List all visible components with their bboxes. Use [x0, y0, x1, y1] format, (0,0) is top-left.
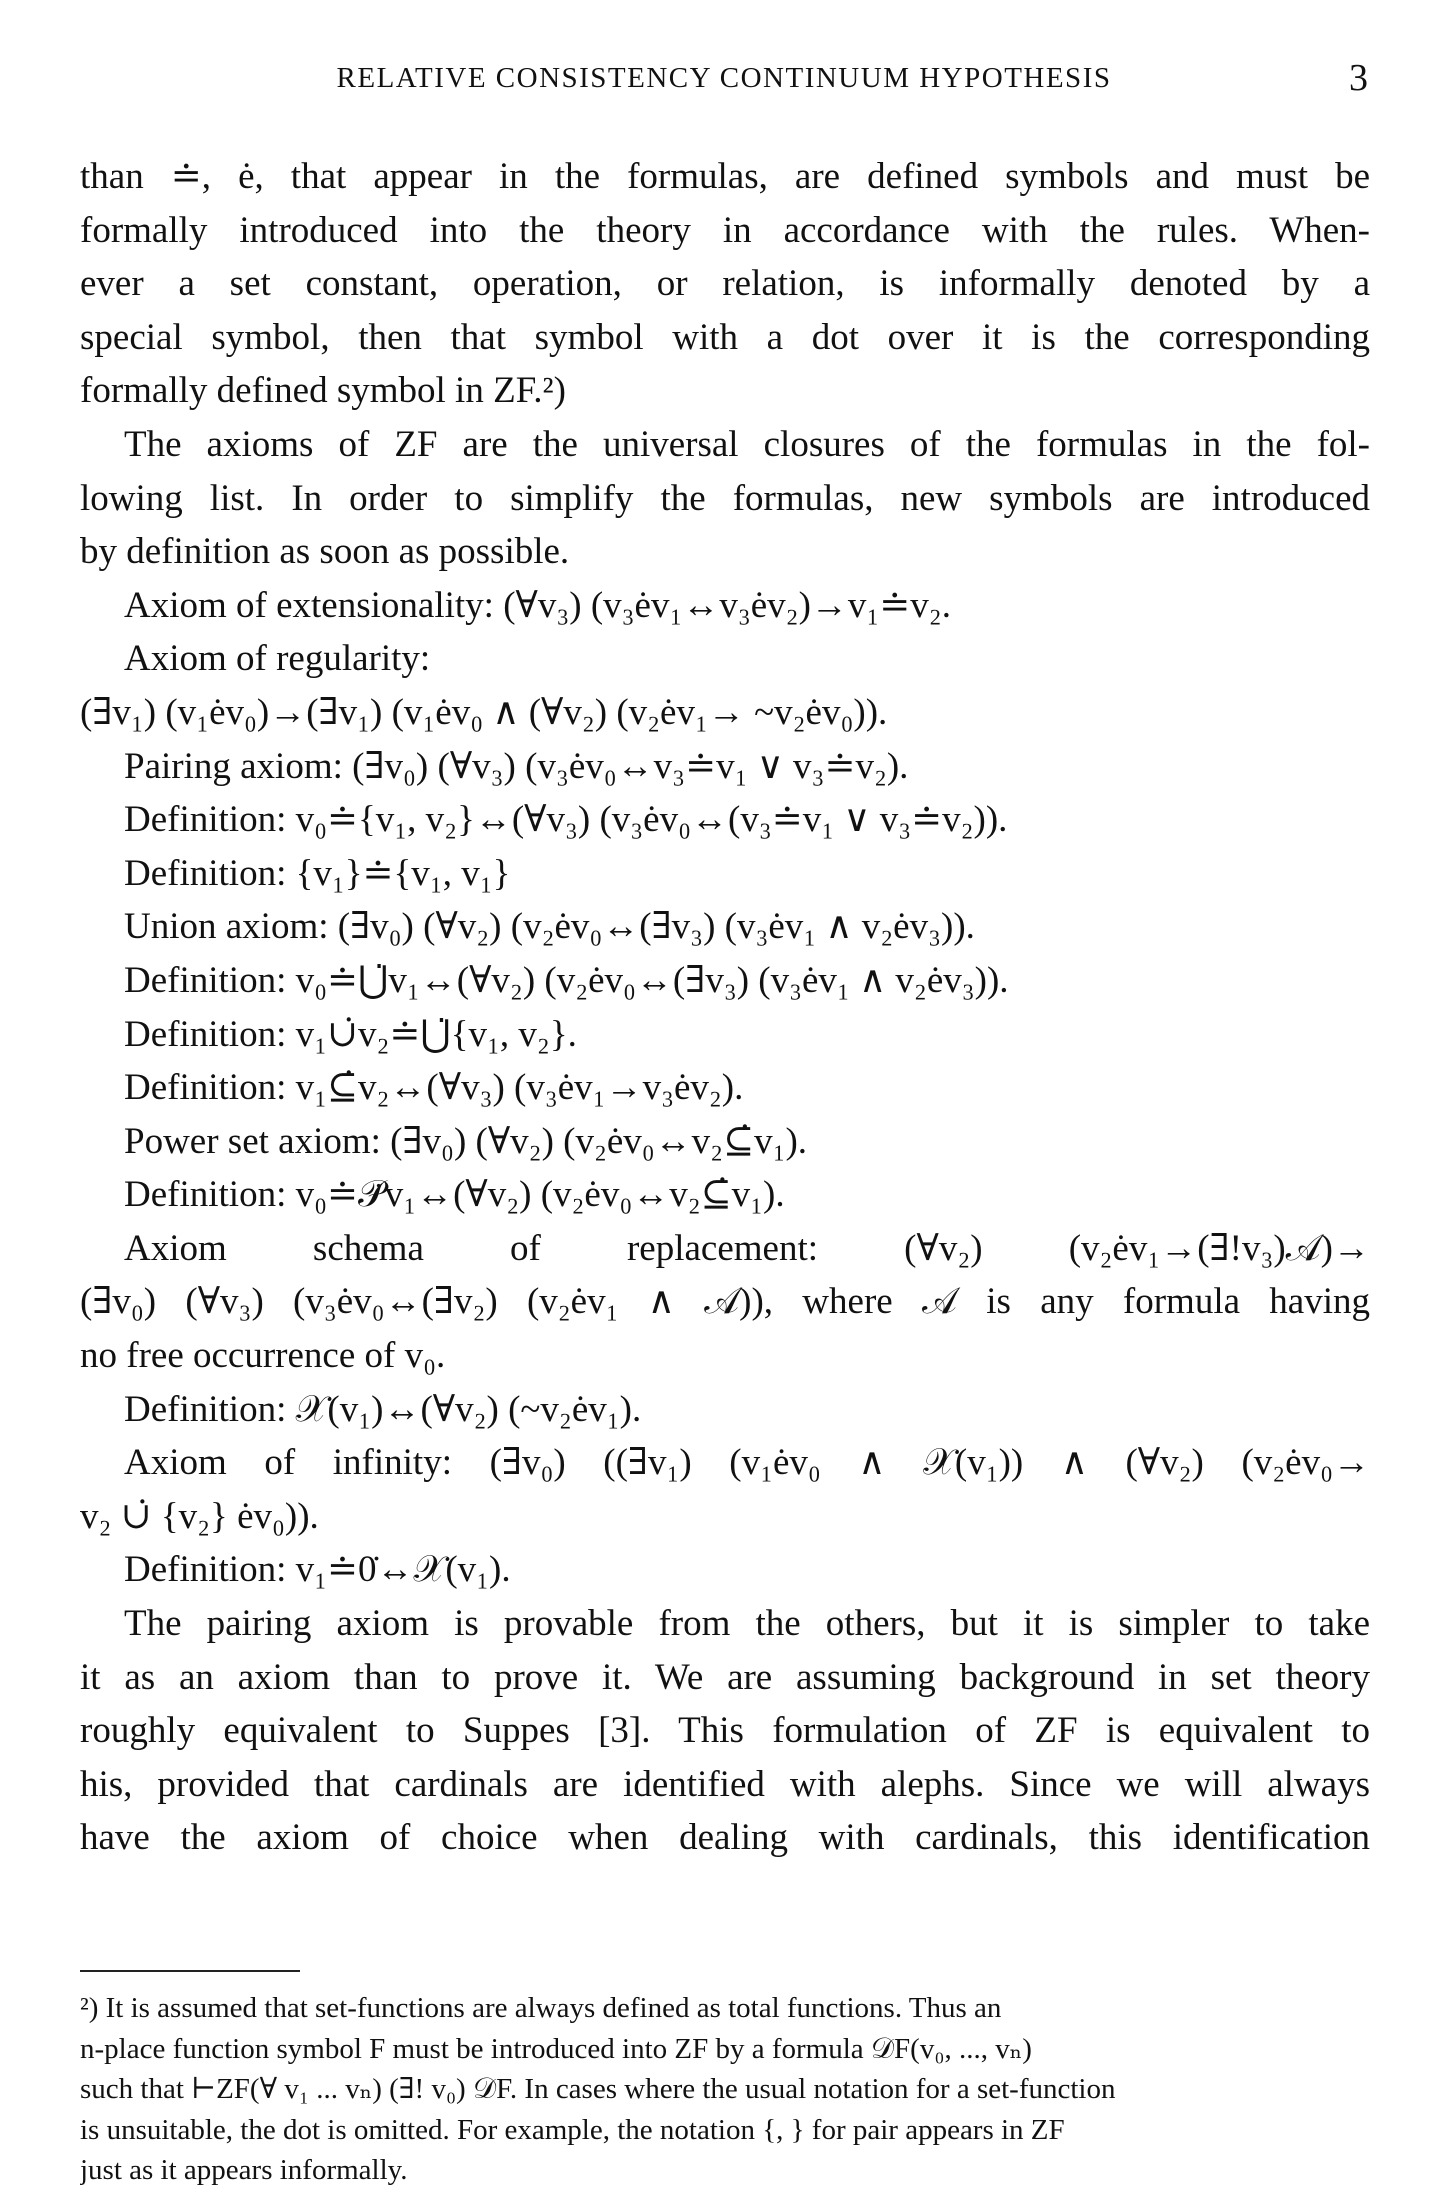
text-line: lowing list. In order to simplify the formulas, new symbols are introduced — [80, 477, 1370, 519]
footnote — [80, 1988, 1370, 2191]
definition-union: Definition: v₀≐⋃̇v₁↔(∀v₂) (v₂ėv₀↔(∃v₃) (v₃ėv₁ ∧ v₂ėv₃)). — [124, 959, 1009, 1001]
text-line: roughly equivalent to Suppes [3]. This formulation of ZF is equivalent to — [80, 1710, 1370, 1752]
replacement-schema: Axiom schema of replacement: (∀v₂) (v₂ėv₁→(∃!v₃)𝒜)→ — [124, 1227, 1370, 1269]
replacement-schema-end: no free occurrence of v₀. — [80, 1335, 446, 1377]
footnote-line: is unsuitable, the dot is omitted. For example, the notation {, } for pair appears in ZF — [80, 2113, 1065, 2146]
axiom-infinity-cont: v₂ ∪̇ {v₂} ėv₀)). — [80, 1495, 319, 1537]
footnote-line: ²) It is assumed that set-functions are always defined as total functions. Thus an — [80, 1992, 1002, 2024]
footnote-line: n-place function symbol F must be introduced into ZF by a formula 𝒟F(v₀, ..., vₙ) — [80, 2032, 1032, 2065]
text-line: The axioms of ZF are the universal closures of the formulas in the fol- — [124, 423, 1370, 465]
definition-subset: Definition: v₁⊆̇v₂↔(∀v₃) (v₃ėv₁→v₃ėv₂). — [124, 1067, 744, 1109]
footnote-line: just as it appears informally. — [80, 2154, 408, 2186]
text-line: ever a set constant, operation, or relation, is informally denoted by a — [80, 263, 1370, 305]
axiom-infinity: Axiom of infinity: (∃v₀) ((∃v₁) (v₁ėv₀ ∧ 𝒳(v₁)) ∧ (∀v₂) (v₂ėv₀→ — [124, 1442, 1370, 1484]
page-number: 3 — [1349, 57, 1368, 99]
running-head: RELATIVE CONSISTENCY CONTINUUM HYPOTHESIS — [336, 62, 1112, 94]
definition-pair: Definition: v₀≐{v₁, v₂}↔(∀v₃) (v₃ėv₀↔(v₃≐v₁ ∨ v₃≐v₂)). — [124, 799, 1008, 841]
text-line: than ≐, ė, that appear in the formulas, are defined symbols and must be — [80, 156, 1370, 197]
axiom-extensionality: Axiom of extensionality: (∀v₃) (v₃ėv₁↔v₃ėv₂)→v₁≐v₂. — [124, 584, 951, 626]
text-line: by definition as soon as possible. — [80, 531, 570, 573]
union-axiom: Union axiom: (∃v₀) (∀v₂) (v₂ėv₀↔(∃v₃) (v₃ėv₁ ∧ v₂ėv₃)). — [124, 906, 975, 948]
definition-power-set: Definition: v₀≐𝒫̇v₁↔(∀v₂) (v₂ėv₀↔v₂⊆̇v₁). — [124, 1174, 785, 1216]
text-line: formally introduced into the theory in accordance with the rules. When- — [80, 209, 1370, 251]
text-line: it as an axiom than to prove it. We are assuming background in set theory — [80, 1656, 1370, 1698]
footnote-rule — [80, 1970, 300, 1972]
pairing-axiom: Pairing axiom: (∃v₀) (∀v₃) (v₃ėv₀↔v₃≐v₁ ∨ v₃≐v₂). — [124, 745, 909, 787]
definition-binary-union: Definition: v₁∪̇v₂≐⋃̇{v₁, v₂}. — [124, 1013, 577, 1055]
definition-empty: Definition: 𝒳(v₁)↔(∀v₂) (~v₂ėv₁). — [124, 1388, 642, 1430]
text-line: special symbol, then that symbol with a dot over it is the corresponding — [80, 316, 1370, 358]
axiom-regularity-label: Axiom of regularity: — [124, 638, 431, 680]
body-text — [80, 150, 1370, 1865]
power-set-axiom: Power set axiom: (∃v₀) (∀v₂) (v₂ėv₀↔v₂⊆̇v₁). — [124, 1120, 808, 1162]
definition-singleton: Definition: {v₁}≐{v₁, v₁} — [124, 852, 511, 894]
definition-zero: Definition: v₁≐0̇↔𝒳(v₁). — [124, 1549, 511, 1591]
page-header — [80, 56, 1368, 104]
footnote-line: such that ⊢ZF(∀ v₁ ... vₙ) (∃! v₀) 𝒟F. In cases where the usual notation for a set-function — [80, 2073, 1116, 2105]
text-line: have the axiom of choice when dealing with cardinals, this identification — [80, 1817, 1370, 1859]
text-line: his, provided that cardinals are identified with alephs. Since we will always — [80, 1763, 1370, 1805]
text-line: formally defined symbol in ZF.²) — [80, 370, 566, 412]
axiom-regularity-formula: (∃v₁) (v₁ėv₀)→(∃v₁) (v₁ėv₀ ∧ (∀v₂) (v₂ėv₁→ ~v₂ėv₀)). — [80, 691, 888, 733]
replacement-schema-cont: (∃v₀) (∀v₃) (v₃ėv₀↔(∃v₂) (v₂ėv₁ ∧ 𝒜)), where 𝒜 is any formula having — [80, 1281, 1370, 1323]
text-line: The pairing axiom is provable from the others, but it is simpler to take — [124, 1603, 1370, 1645]
